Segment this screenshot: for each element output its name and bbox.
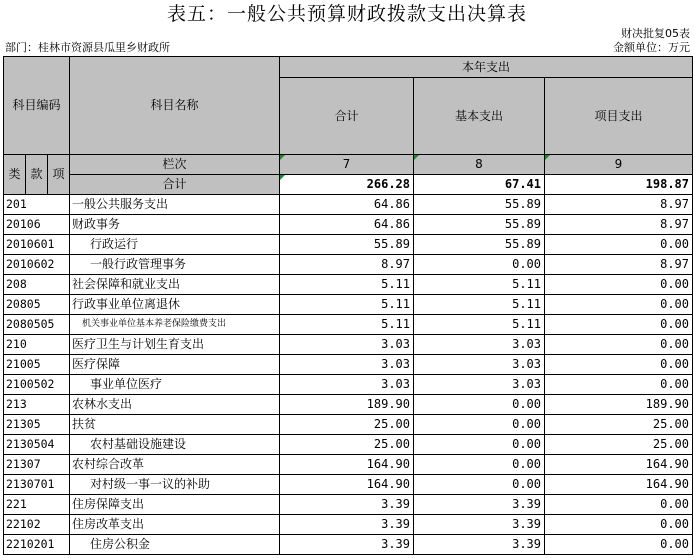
row-basic: 0.00 <box>414 255 545 275</box>
row-code: 2010602 <box>4 255 70 275</box>
table-row <box>4 295 693 315</box>
row-name: 住房改革支出 <box>70 515 280 535</box>
row-name: 社会保障和就业支出 <box>70 275 280 295</box>
header-project: 项目支出 <box>545 78 693 155</box>
row-basic: 3.39 <box>414 515 545 535</box>
row-basic: 3.03 <box>414 375 545 395</box>
row-project: 8.97 <box>545 195 693 215</box>
table-row <box>4 515 693 535</box>
total-sum: 266.28 <box>280 175 414 195</box>
header-kuan: 款 <box>26 155 48 195</box>
header-total: 合计 <box>280 78 414 155</box>
row-name: 医疗保障 <box>70 355 280 375</box>
row-name: 机关事业单位基本养老保险缴费支出 <box>70 315 280 335</box>
table-row <box>4 495 693 515</box>
row-code: 21005 <box>4 355 70 375</box>
table-row <box>4 195 693 215</box>
total-project: 198.87 <box>545 175 693 195</box>
row-project: 189.90 <box>545 395 693 415</box>
row-code: 22102 <box>4 515 70 535</box>
header-lei: 类 <box>4 155 26 195</box>
row-project: 25.00 <box>545 435 693 455</box>
row-name: 财政事务 <box>70 215 280 235</box>
row-project: 0.00 <box>545 515 693 535</box>
row-total: 8.97 <box>280 255 414 275</box>
row-basic: 3.03 <box>414 355 545 375</box>
row-name: 扶贫 <box>70 415 280 435</box>
row-total: 164.90 <box>280 455 414 475</box>
row-name: 一般行政管理事务 <box>70 255 280 275</box>
table-row <box>4 415 693 435</box>
row-code: 20106 <box>4 215 70 235</box>
page-title: 表五：一般公共预算财政拨款支出决算表 <box>166 3 527 25</box>
row-name: 农村基础设施建设 <box>70 435 280 455</box>
row-name: 住房公积金 <box>70 535 280 555</box>
row-basic: 0.00 <box>414 455 545 475</box>
row-total: 5.11 <box>280 275 414 295</box>
row-code: 21305 <box>4 415 70 435</box>
header-basic: 基本支出 <box>414 78 545 155</box>
row-name: 医疗卫生与计划生育支出 <box>70 335 280 355</box>
expenditure-table <box>3 56 693 555</box>
row-code: 2130701 <box>4 475 70 495</box>
row-project: 0.00 <box>545 315 693 335</box>
table-code: 财决批复05表 <box>621 27 690 40</box>
table-row <box>4 455 693 475</box>
header-subject-code: 科目编码 <box>4 57 70 155</box>
table-row <box>4 235 693 255</box>
row-total: 164.90 <box>280 475 414 495</box>
row-basic: 0.00 <box>414 395 545 415</box>
header-column-no: 栏次 <box>70 155 280 175</box>
row-basic: 55.89 <box>414 215 545 235</box>
row-basic: 5.11 <box>414 295 545 315</box>
row-name: 农村综合改革 <box>70 455 280 475</box>
row-name: 行政运行 <box>70 235 280 255</box>
row-name: 事业单位医疗 <box>70 375 280 395</box>
row-code: 2100502 <box>4 375 70 395</box>
row-project: 0.00 <box>545 355 693 375</box>
row-project: 164.90 <box>545 455 693 475</box>
table-row <box>4 255 693 275</box>
row-name: 农林水支出 <box>70 395 280 415</box>
table-row <box>4 375 693 395</box>
row-name: 一般公共服务支出 <box>70 195 280 215</box>
header-xiang: 项 <box>48 155 70 195</box>
row-project: 0.00 <box>545 375 693 395</box>
row-project: 0.00 <box>545 535 693 555</box>
row-basic: 5.11 <box>414 315 545 335</box>
unit-label: 金额单位：万元 <box>613 41 690 54</box>
total-basic: 67.41 <box>414 175 545 195</box>
row-basic: 3.03 <box>414 335 545 355</box>
row-name: 住房保障支出 <box>70 495 280 515</box>
table-row <box>4 355 693 375</box>
row-project: 0.00 <box>545 295 693 315</box>
row-project: 0.00 <box>545 495 693 515</box>
row-code: 2080505 <box>4 315 70 335</box>
row-project: 8.97 <box>545 215 693 235</box>
row-code: 2210201 <box>4 535 70 555</box>
table-row <box>4 535 693 555</box>
row-total: 3.03 <box>280 375 414 395</box>
row-code: 208 <box>4 275 70 295</box>
row-total: 64.86 <box>280 215 414 235</box>
department-label: 部门：桂林市资源县瓜里乡财政所 <box>5 41 170 54</box>
row-code: 213 <box>4 395 70 415</box>
row-project: 8.97 <box>545 255 693 275</box>
row-basic: 0.00 <box>414 475 545 495</box>
row-total: 3.03 <box>280 355 414 375</box>
row-total: 3.39 <box>280 495 414 515</box>
row-code: 2010601 <box>4 235 70 255</box>
row-name: 对村级一事一议的补助 <box>70 475 280 495</box>
row-basic: 0.00 <box>414 435 545 455</box>
col-no-9: 9 <box>545 155 693 175</box>
row-basic: 55.89 <box>414 235 545 255</box>
table-row <box>4 315 693 335</box>
row-total: 3.39 <box>280 515 414 535</box>
row-total: 25.00 <box>280 415 414 435</box>
table-row <box>4 335 693 355</box>
row-basic: 3.39 <box>414 495 545 515</box>
row-basic: 55.89 <box>414 195 545 215</box>
col-no-8: 8 <box>414 155 545 175</box>
table-row <box>4 275 693 295</box>
row-total: 64.86 <box>280 195 414 215</box>
table-row <box>4 435 693 455</box>
row-project: 164.90 <box>545 475 693 495</box>
row-total: 5.11 <box>280 315 414 335</box>
row-code: 2130504 <box>4 435 70 455</box>
row-code: 210 <box>4 335 70 355</box>
row-project: 0.00 <box>545 235 693 255</box>
row-total: 189.90 <box>280 395 414 415</box>
row-code: 221 <box>4 495 70 515</box>
row-total: 3.39 <box>280 535 414 555</box>
row-total: 5.11 <box>280 295 414 315</box>
row-total: 3.03 <box>280 335 414 355</box>
header-subject-name: 科目名称 <box>70 57 280 155</box>
header-current-year: 本年支出 <box>280 57 693 78</box>
table-row <box>4 395 693 415</box>
table-row <box>4 475 693 495</box>
row-name: 行政事业单位离退休 <box>70 295 280 315</box>
col-no-7: 7 <box>280 155 414 175</box>
row-total: 55.89 <box>280 235 414 255</box>
table-row <box>4 215 693 235</box>
row-project: 0.00 <box>545 275 693 295</box>
row-code: 201 <box>4 195 70 215</box>
row-basic: 3.39 <box>414 535 545 555</box>
row-total: 25.00 <box>280 435 414 455</box>
row-project: 25.00 <box>545 415 693 435</box>
row-code: 21307 <box>4 455 70 475</box>
row-basic: 5.11 <box>414 275 545 295</box>
row-basic: 0.00 <box>414 415 545 435</box>
total-label: 合计 <box>70 175 280 195</box>
row-project: 0.00 <box>545 335 693 355</box>
row-code: 20805 <box>4 295 70 315</box>
